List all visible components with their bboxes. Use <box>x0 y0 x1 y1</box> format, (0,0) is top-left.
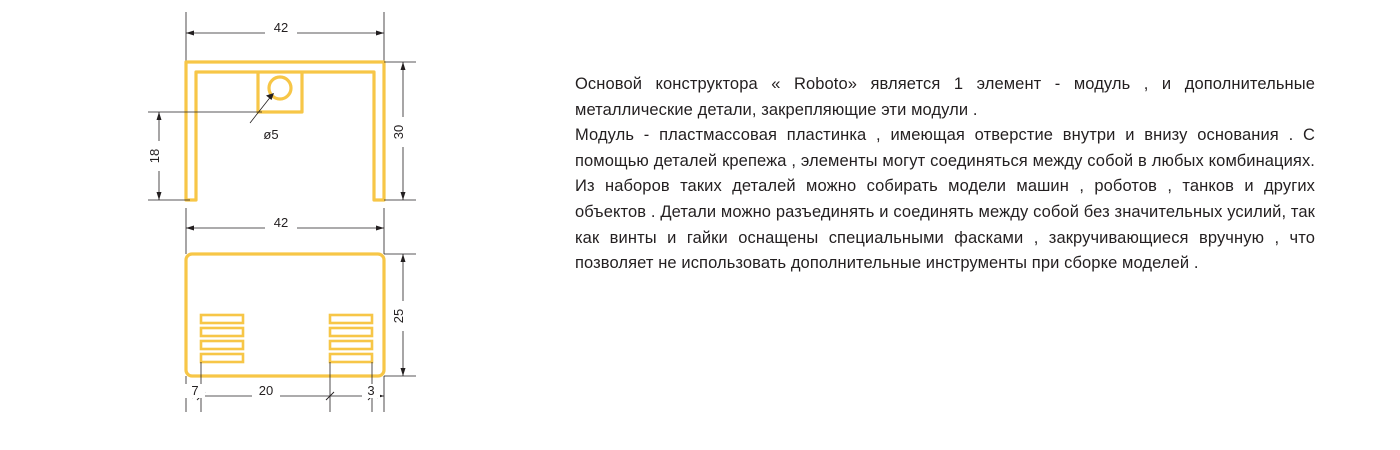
dim-42-top-bottomview <box>186 208 384 254</box>
description-panel <box>575 72 1315 277</box>
description-paragraph-2: Модуль - пластмассовая пластинка , имеющая отверстие внутри и внизу основания . С помощью деталей крепежа , элементы могут соединяться между собой в любых комбинациях. Из наборов таких деталей можно собирать модели машин , роботов , танков и других объектов . Детали можно разъединять и соединять между собой без значительных усилий, так как винты и гайки оснащены специальными фасками , закручивающиеся вручную , что позволяет не использовать дополнительные инструменты при сборке моделей . <box>575 126 1315 273</box>
dim-label-42-bottom: 42 <box>273 215 289 230</box>
technical-drawing-svg <box>0 0 560 450</box>
dim-label-42-front: 42 <box>273 20 289 35</box>
dim-label-diameter: ø5 <box>263 127 279 142</box>
bottom-view-part <box>186 254 384 376</box>
dim-label-7: 7 <box>191 383 199 398</box>
drawing-panel <box>0 0 560 450</box>
dim-25-right-bottomview <box>384 254 416 376</box>
dim-label-18: 18 <box>147 148 162 164</box>
right-slot-group <box>330 315 372 362</box>
dim-30-right-front <box>384 62 416 200</box>
left-slot-group <box>201 315 243 362</box>
dim-label-20: 20 <box>258 383 274 398</box>
description-paragraph-1: Основой конструктора « Roboto» является 1 элемент - модуль , и дополнительные металлические детали, закрепляющие эти модули . <box>575 75 1315 119</box>
dim-label-30: 30 <box>391 124 406 140</box>
dim-label-25: 25 <box>391 308 406 324</box>
dim-chain-bottomview <box>185 362 384 412</box>
dim-42-top-front <box>186 12 384 62</box>
dim-18-left-front <box>147 112 262 200</box>
dim-label-3: 3 <box>367 383 375 398</box>
dim-hole-diameter-front <box>250 93 279 142</box>
front-view-part <box>186 62 384 200</box>
